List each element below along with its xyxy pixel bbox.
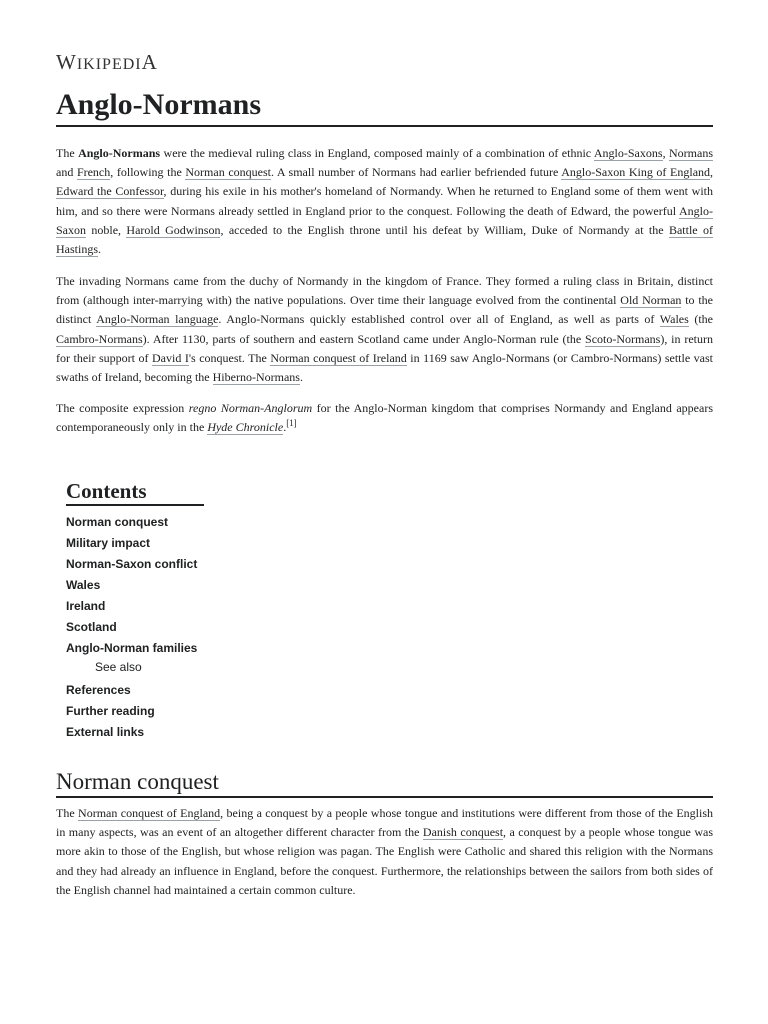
- logo-final: A: [141, 50, 158, 74]
- toc-item[interactable]: Anglo-Norman families: [66, 641, 198, 655]
- toc-item[interactable]: Norman conquest: [66, 515, 169, 529]
- toc-list: [66, 512, 266, 743]
- toc-item[interactable]: Further reading: [66, 704, 155, 718]
- article-link[interactable]: Scoto-Normans: [585, 331, 661, 346]
- article-link[interactable]: Anglo-Saxons: [593, 146, 663, 160]
- article-link[interactable]: Danish conquest: [422, 825, 504, 840]
- text-run: .: [98, 242, 101, 257]
- text-run: were the medieval ruling class in England, composed mainly of a combination of ethnic: [160, 146, 594, 160]
- article-link[interactable]: Hyde Chronicle: [207, 420, 284, 435]
- article-link[interactable]: Norman conquest of England: [78, 806, 221, 820]
- text-run: ), in return for their support of: [56, 331, 713, 365]
- article-link[interactable]: Hiberno-Normans: [212, 370, 300, 385]
- text-run: for the Anglo-Norman kingdom that comprises Normandy and England appears contemporaneously only in the: [56, 401, 713, 435]
- intro-paragraph-1: [56, 144, 713, 259]
- text-run: , being a conquest by a people whose tongue and institutions were different from those of the English in many aspects, was an event of an altogether different character from the: [56, 806, 714, 840]
- bold-term: Anglo-Normans: [78, 146, 161, 160]
- toc-item[interactable]: Military impact: [66, 536, 151, 550]
- logo-middle: IKIPEDI: [76, 56, 142, 73]
- logo-initial: W: [56, 50, 77, 74]
- toc-item[interactable]: Wales: [66, 578, 101, 592]
- article-link[interactable]: Cambro-Normans: [56, 331, 143, 346]
- text-run: .: [299, 370, 303, 385]
- text-run: to the distinct: [56, 293, 714, 327]
- text-run: ). After 1130, parts of southern and eastern Scotland came under Anglo-Norman rule (the: [142, 331, 586, 346]
- toc-subitem[interactable]: See also: [95, 660, 142, 674]
- citation-ref[interactable]: [1]: [286, 418, 297, 429]
- article-link[interactable]: Anglo-Norman language: [96, 312, 219, 327]
- text-run: The: [56, 806, 79, 820]
- toc-item[interactable]: Ireland: [66, 599, 106, 613]
- section-paragraph-norman-conquest: [56, 804, 713, 900]
- section-heading-norman-conquest: Norman conquest: [56, 768, 713, 798]
- text-run: .: [283, 420, 287, 435]
- text-run: (the: [688, 312, 713, 327]
- wikipedia-logo[interactable]: [56, 50, 158, 75]
- text-run: , acceded to the English throne until his defeat by William, Duke of Normandy at the: [220, 222, 669, 237]
- page-title: Anglo-Normans: [56, 86, 713, 127]
- article-link[interactable]: Norman conquest of Ireland: [270, 350, 407, 365]
- text-run: , a conquest by a people whose tongue was more akin to those of the English, but whose religion was pagan. The English were Catholic and shared this religion with the Normans and they had already an influence in England, before the conquest. Furthermore, the relationships between the sailors from both sides of the English channel had maintained a certain common culture.: [56, 825, 713, 897]
- article-link[interactable]: Anglo-Saxon King of England: [561, 165, 711, 180]
- text-run: . Anglo-Normans quickly established control over all of England, as well as parts of: [218, 312, 660, 327]
- text-run: and: [56, 165, 77, 180]
- article-link[interactable]: Norman conquest: [185, 165, 271, 180]
- text-run: The composite expression: [56, 401, 189, 415]
- toc-title: Contents: [66, 478, 204, 506]
- table-of-contents: [66, 478, 266, 743]
- article-link[interactable]: David I: [152, 350, 189, 365]
- text-run: The invading Normans came from the duchy of Normandy in the kingdom of France. They formed a ruling class in Britain, distinct from (although inter-marrying with) the native populations. Over time their language evolved from the continental: [56, 274, 713, 308]
- toc-item[interactable]: Norman-Saxon conflict: [66, 557, 198, 571]
- article-link[interactable]: Edward the Confessor: [56, 184, 164, 199]
- text-run: ,: [710, 165, 714, 180]
- text-run: noble,: [86, 222, 127, 237]
- text-run: . A small number of Normans had earlier befriended future: [270, 165, 562, 180]
- article-link[interactable]: Harold Godwinson: [126, 222, 221, 237]
- toc-item[interactable]: External links: [66, 725, 145, 739]
- article-link[interactable]: Anglo-Saxon: [56, 203, 713, 237]
- text-run: ,: [662, 146, 669, 160]
- text-run: The: [56, 146, 79, 160]
- article-link[interactable]: Battle of Hastings: [56, 222, 713, 257]
- article-link[interactable]: Normans: [669, 146, 713, 160]
- intro-paragraph-3: [56, 399, 713, 437]
- toc-item[interactable]: Scotland: [66, 620, 117, 634]
- article-link[interactable]: Old Norman: [620, 293, 682, 308]
- text-run: , following the: [110, 165, 186, 180]
- text-run: , during his exile in his mother's homeland of Normandy. When he returned to England some of them went with him, and so there were Normans already settled in England prior to the conquest. Following the death of Edward, the powerful: [56, 184, 713, 218]
- intro-paragraph-2: [56, 272, 713, 387]
- text-run: regno Norman-Anglorum: [188, 401, 313, 415]
- article-link[interactable]: Wales: [659, 312, 689, 327]
- toc-item[interactable]: References: [66, 683, 131, 697]
- text-run: 's conquest. The: [188, 350, 271, 365]
- article-link[interactable]: French: [76, 165, 111, 180]
- text-run: in 1169 saw Anglo-Normans (or Cambro-Normans) settle vast swaths of Ireland, becoming the: [56, 350, 714, 385]
